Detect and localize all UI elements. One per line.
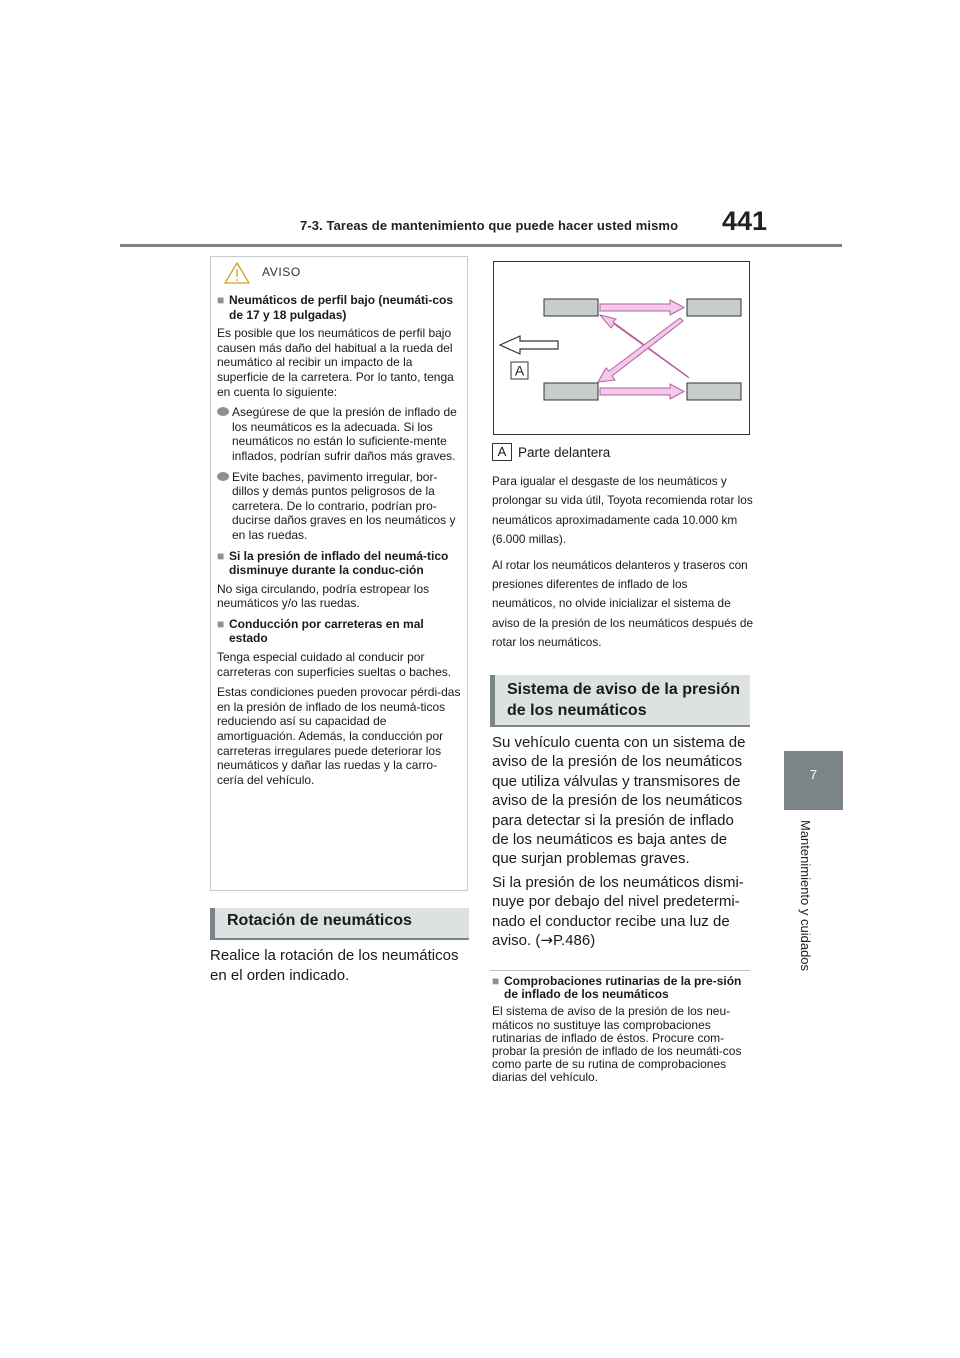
divider xyxy=(490,970,750,971)
warning-paragraph: Tenga especial cuidado al conducir por carreteras con superficies sueltas o baches. xyxy=(217,650,452,679)
front-direction-arrow xyxy=(500,336,558,354)
front-right-tire xyxy=(687,299,741,316)
note-text: El sistema de aviso de la presión de los neu-máticos no sustituye las comprobaciones rutinarias de inflado de éstos. Procure com-probar la presión de inflado de los neumáti-cos como parte de su rutina de comprobaciones diarias del vehículo. xyxy=(492,1004,742,1085)
warning-bullet: Evite baches, pavimento irregular, bor-dillos y demás puntos peligrosos de la carretera. De lo contrario, podrían pro-ducirse daños graves en los neumáticos y en las ruedas. xyxy=(217,470,461,543)
warning-paragraph: No siga circulando, podría estropear los neumáticos y/o las ruedas. xyxy=(217,581,430,611)
warning-subheading: ■ Si la presión de inflado del neumá-tico disminuye durante la conduc-ción xyxy=(217,548,449,578)
caption-tag: A xyxy=(492,443,512,461)
square-bullet-icon: ■ xyxy=(217,616,225,631)
chapter-title: Mantenimiento y cuidados xyxy=(798,820,813,972)
chapter-number: 7 xyxy=(809,767,818,782)
rotation-info-para: Al rotar los neumáticos delanteros y traseros con presiones diferentes de inflado de los neumáticos, no olvide inicializar el sistema de aviso de la presión de los neumáticos después de rotar los neumáticos. xyxy=(492,557,754,650)
diagram-caption xyxy=(492,443,610,461)
page-reference-link[interactable]: P.486 xyxy=(552,932,591,950)
note-title: ■ Comprobaciones rutinarias de la pre-sión de inflado de los neumáticos xyxy=(492,974,742,1002)
warning-subheading: ■ Neumáticos de perfil bajo (neumáti-cos de 17 y 18 pulgadas) xyxy=(217,293,454,322)
rotation-info xyxy=(492,472,754,659)
header-rule xyxy=(120,244,842,247)
warning-bullet: Asegúrese de que la presión de inflado de los neumáticos es la adecuada. Si los neumáticos no están lo suficiente-mente inflados, podrían sufrir daños más graves. xyxy=(217,405,461,463)
rotation-heading: Rotación de neumáticos xyxy=(210,908,469,940)
warning-paragraph: Es posible que los neumáticos de perfil bajo causen más daño del habitual a la rueda del neumático al recibir un impacto de la superficie de la carretera. Por lo tanto, tenga en cuenta lo siguiente: xyxy=(217,326,454,399)
section-title: 7-3. Tareas de mantenimiento que puede hacer usted mismo xyxy=(300,218,679,233)
caption-text: Parte delantera xyxy=(518,444,611,460)
warning-triangle-icon xyxy=(224,262,250,289)
circle-bullet-icon xyxy=(217,472,229,481)
warning-content xyxy=(217,293,461,793)
warning-label: AVISO xyxy=(262,265,301,279)
tire-rotation-diagram xyxy=(493,261,750,435)
square-bullet-icon: ■ xyxy=(492,974,500,988)
rear-left-tire xyxy=(544,383,598,400)
rotation-text: Realice la rotación de los neumáticos en el orden indicado. xyxy=(210,947,459,984)
front-rotation-arrow xyxy=(600,300,684,315)
tpms-heading: Sistema de aviso de la presión de los neumáticos xyxy=(490,675,750,727)
rear-rotation-arrow xyxy=(600,384,684,399)
rotation-info-para: Para igualar el desgaste de los neumáticos y prolongar su vida útil, Toyota recomienda rotar los neumáticos aproximadamente cada 10.000 km (6.000 millas). xyxy=(492,474,753,547)
circle-bullet-icon xyxy=(217,407,229,416)
tag-a-letter: A xyxy=(514,362,525,379)
tpms-body xyxy=(492,733,754,954)
tpms-note xyxy=(492,975,750,1085)
tpms-para: Su vehículo cuenta con un sistema de aviso de la presión de los neumáticos que utiliza válvulas y transmisores de aviso de la presión de los neumáticos para detectar si la presión de inflado de los neumáticos es baja antes de que surjan problemas graves. xyxy=(492,734,746,868)
arrow-right-icon: → xyxy=(540,931,553,950)
tpms-para-2: Si la presión de los neumáticos dismi-nuye por debajo del nivel predetermi-nado el conductor recibe una luz de aviso. (→P.486) xyxy=(492,873,744,950)
front-left-tire xyxy=(544,299,598,316)
warning-subheading: ■ Conducción por carreteras en mal estado xyxy=(217,616,424,646)
square-bullet-icon: ■ xyxy=(217,293,225,307)
rear-right-tire xyxy=(687,383,741,400)
warning-paragraph: Estas condiciones pueden provocar pérdi-das en la presión de inflado de los neumá-ticos reduciendo así su capacidad de amortiguación. Además, la conducción por carreteras irregulares puede deteriorar los neumáticos y dañar las ruedas y la carro-cería del vehículo. xyxy=(217,685,461,787)
square-bullet-icon: ■ xyxy=(217,548,225,563)
page-number: 441 xyxy=(722,206,768,236)
